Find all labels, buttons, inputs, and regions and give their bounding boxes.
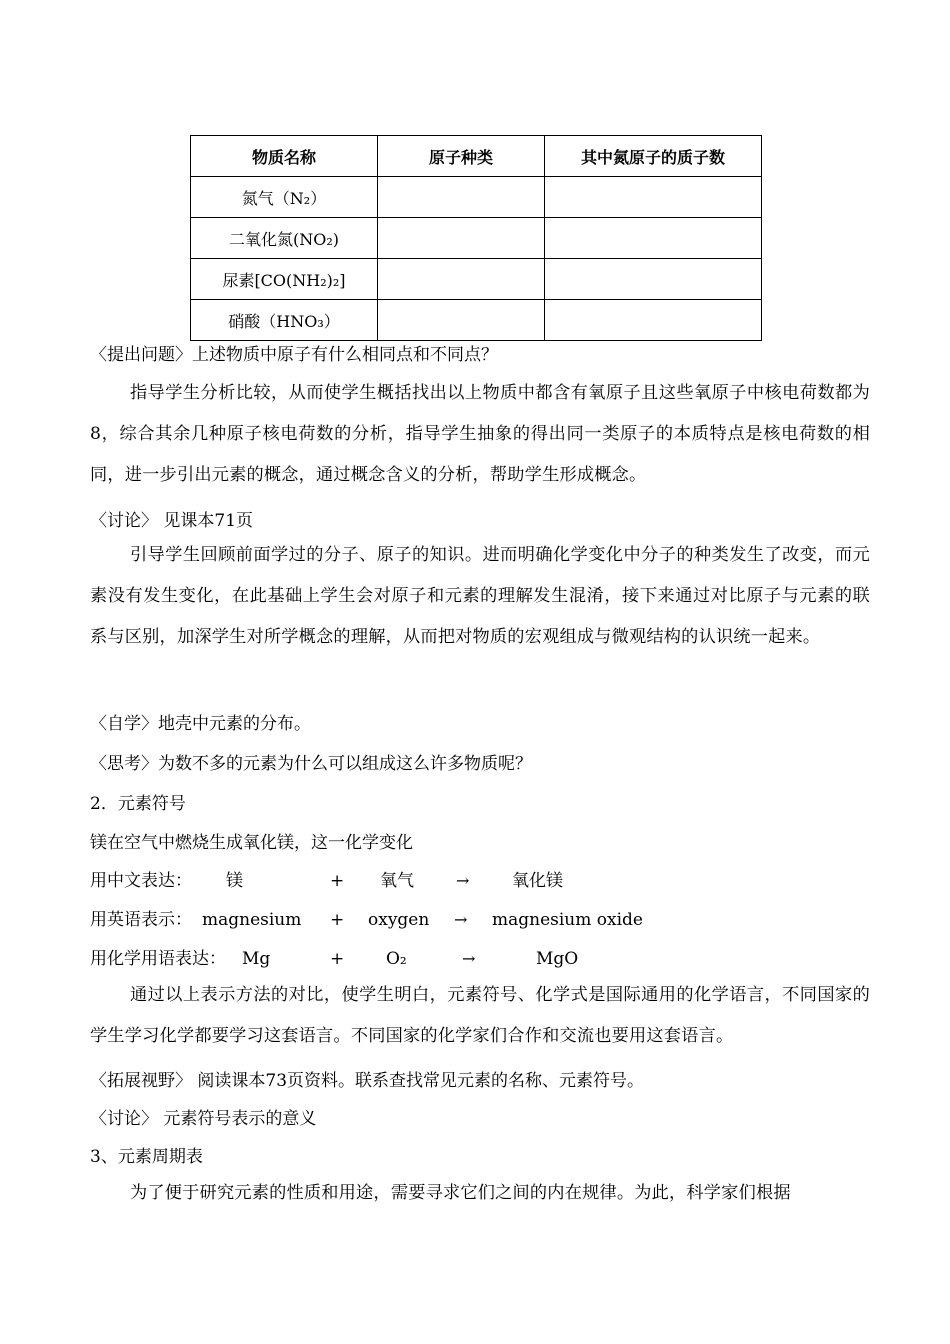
table-cell (545, 218, 762, 259)
product: MgO (536, 949, 579, 969)
table-cell (378, 300, 545, 341)
reactant-a: magnesium (202, 910, 302, 930)
substance-table (190, 135, 762, 341)
header-atom-types: 原子种类 (378, 136, 545, 177)
plus-sign: + (330, 949, 345, 969)
discussion-line-2: 〈讨论〉 元素符号表示的意义 (90, 1109, 317, 1129)
product: 氧化镁 (512, 871, 563, 891)
expression-label: 用化学用语表达： (90, 949, 226, 969)
plus-sign: + (330, 910, 345, 930)
table-cell (545, 177, 762, 218)
paragraph-comparison: 通过以上表示方法的对比，使学生明白，元素符号、化学式是国际通用的化学语言，不同国家的学生学习化学都要学习这套语言。不同国家的化学家们合作和交流也要用这套语言。 (90, 985, 870, 1046)
table-cell: 二氧化氮(NO₂) (191, 218, 378, 259)
table-cell: 氮气（N₂） (191, 177, 378, 218)
table-cell (545, 259, 762, 300)
product: magnesium oxide (492, 910, 643, 930)
table-row (191, 177, 762, 218)
reactant-a: Mg (242, 949, 271, 969)
reactant-b: oxygen (368, 910, 430, 930)
table-cell (378, 259, 545, 300)
self-study-line: 〈自学〉地壳中元素的分布。 (90, 714, 311, 734)
expand-view-line: 〈拓展视野〉 阅读课本73页资料。联系查找常见元素的名称、元素符号。 (90, 1071, 645, 1091)
plus-sign: + (330, 871, 345, 891)
paragraph-review: 引导学生回顾前面学过的分子、原子的知识。进而明确化学变化中分子的种类发生了改变，而元素没有发生变化，在此基础上学生会对原子和元素的理解发生混淆，接下来通过对比原子与元素的联系与区别，加深学生对所学概念的理解，从而把对物质的宏观组成与微观结构的认识统一起来。 (90, 545, 870, 647)
paragraph-analysis: 指导学生分析比较，从而使学生概括找出以上物质中都含有氧原子且这些氧原子中核电荷数都为8，综合其余几种原子核电荷数的分析，指导学生抽象的得出同一类原子的本质特点是核电荷数的相同，进一步引出元素的概念，通过概念含义的分析，帮助学生形成概念。 (90, 383, 870, 485)
paragraph-periodic: 为了便于研究元素的性质和用途，需要寻求它们之间的内在规律。为此，科学家们根据 (130, 1183, 791, 1203)
section-heading: 2．元素符号 (90, 794, 186, 814)
table-cell (378, 218, 545, 259)
discussion-line: 〈讨论〉 见课本71页 (90, 511, 254, 531)
mg-intro-line: 镁在空气中燃烧生成氧化镁，这一化学变化 (90, 833, 413, 853)
table-cell (378, 177, 545, 218)
expression-label: 用中文表达： (90, 871, 192, 891)
table-header-row (191, 136, 762, 177)
table-row (191, 259, 762, 300)
table-row (191, 300, 762, 341)
header-nitrogen-protons: 其中氮原子的质子数 (545, 136, 762, 177)
arrow-icon: → (462, 949, 476, 968)
header-substance-name: 物质名称 (191, 136, 378, 177)
table-cell: 尿素[CO(NH₂)₂] (191, 259, 378, 300)
table-cell (545, 300, 762, 341)
question-line: 〈提出问题〉上述物质中原子有什么相同点和不同点？ (90, 345, 498, 365)
arrow-icon: → (454, 910, 468, 929)
section-heading-3: 3、元素周期表 (90, 1147, 203, 1167)
arrow-icon: → (456, 871, 470, 890)
table-row (191, 218, 762, 259)
reactant-a: 镁 (226, 871, 243, 891)
table-cell: 硝酸（HNO₃） (191, 300, 378, 341)
think-line: 〈思考〉为数不多的元素为什么可以组成这么许多物质呢？ (90, 754, 532, 774)
reactant-b: 氧气 (380, 871, 414, 891)
expression-label: 用英语表示： (90, 910, 192, 930)
reactant-b: O₂ (386, 949, 407, 969)
